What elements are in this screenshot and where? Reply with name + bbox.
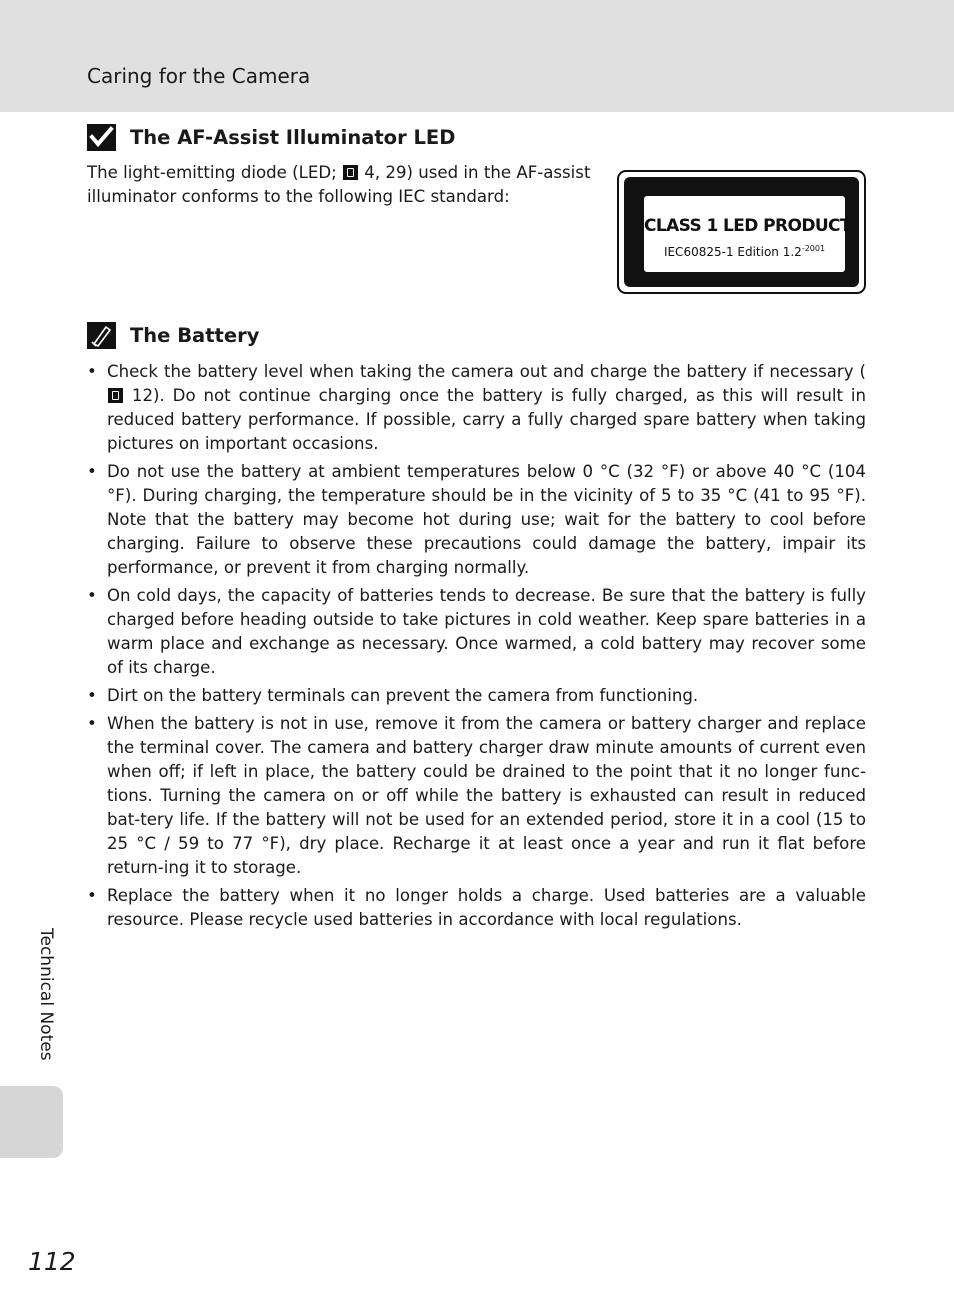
bullet-dot: • [87, 462, 97, 481]
bullet-dot: • [87, 362, 97, 381]
list-item: • Check the battery level when taking the camera out and charge the battery if necessary ( 12). Do not continue charging once the battery is fully charged, as this will result in reduced battery performance. If possible, carry a fully charged spare battery when taking pictures on important occasions. [87, 362, 866, 453]
bullet-dot: • [87, 714, 97, 733]
page-header-title: Caring for the Camera [87, 64, 311, 88]
label-standard: IEC60825-1 Edition $1.2^{-2001}$ [663, 244, 826, 259]
label-card [644, 196, 851, 272]
page-number: 112 [28, 1247, 76, 1276]
pencil-note-icon [87, 322, 116, 349]
af-assist-body: The light-emitting diode (LED; 4, 29) used in the AF-assist illuminator conforms to the following IEC standard: [87, 163, 591, 206]
list-item: • When the battery is not in use, remove it from the camera or battery charger and replace the terminal cover. The camera and battery charger draw minute amounts of current even when off; if left in place, the battery could be drained to the point that it no longer func-tions. Turning the camera on or off while the battery is exhausted can result in reduced bat-tery life. If the battery will not be used for an extended period, store it in a cool (15 to 25 °C / 59 to 77 °F), dry place. Recharge it at least once a year and run it flat before return-ing it to storage. [87, 714, 866, 877]
bullet-dot: • [87, 686, 97, 705]
af-assist-heading-text: The AF-Assist Illuminator LED [130, 126, 456, 149]
list-item: • Replace the battery when it no longer holds a charge. Used batteries are a valuable resource. Please recycle used batteries in accordance with local regulations. [87, 886, 866, 929]
book-reference-icon [108, 388, 123, 403]
bullet-dot: • [87, 886, 97, 905]
battery-bullet-list [87, 360, 866, 936]
section-side-label: Technical Notes [36, 928, 56, 1061]
list-item: • On cold days, the capacity of batteries tends to decrease. Be sure that the battery is fully charged before heading outside to take pictures in cold weather. Keep spare batteries in a warm place and exchange as necessary. Once warmed, a cold battery may recover some of its charge. [87, 586, 866, 677]
checkmark-icon [87, 124, 116, 151]
section-thumb-tab [0, 1086, 63, 1158]
label-title: CLASS 1 LED PRODUCT [644, 216, 851, 236]
label-frame [624, 177, 859, 287]
header-band [0, 0, 954, 112]
book-reference-icon [343, 165, 358, 180]
bullet-dot: • [87, 586, 97, 605]
battery-heading [87, 322, 259, 349]
list-item: • Dirt on the battery terminals can prevent the camera from functioning. [87, 684, 866, 708]
battery-heading-text: The Battery [130, 324, 260, 347]
list-item: • Do not use the battery at ambient temperatures below 0 °C (32 °F) or above 40 °C (104 °F). During charging, the temperature should be in the vicinity of 5 to 35 °C (41 to 95 °F). Note that the battery may become hot during use; wait for the battery to cool before charging. Failure to observe these precautions could damage the battery, impair its performance, or prevent it from charging normally. [87, 462, 866, 577]
led-class-label [617, 170, 866, 294]
af-assist-heading [87, 124, 455, 151]
